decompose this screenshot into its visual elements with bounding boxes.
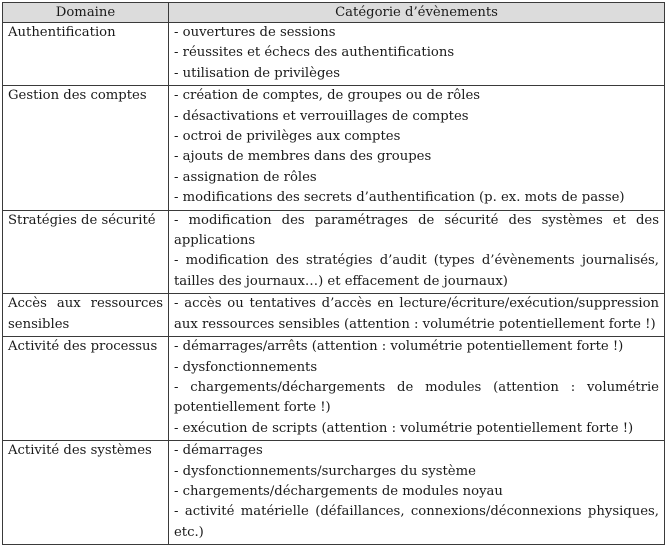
row-domain: Authentification xyxy=(3,23,169,86)
row-domain: Accès aux ressources sensibles xyxy=(3,294,169,337)
table-row xyxy=(3,23,665,86)
table-row xyxy=(3,210,665,294)
category-item: - dysfonctionnements xyxy=(174,359,318,375)
row-categories xyxy=(169,441,665,545)
category-item: - désactivations et verrouillages de comptes xyxy=(174,108,469,124)
table-row xyxy=(3,294,665,337)
table-row xyxy=(3,337,665,441)
category-item: - chargements/déchargements de modules (attention : volumétrie potentiellement forte !) xyxy=(174,379,659,416)
header-row xyxy=(3,3,665,23)
row-domain: Activité des processus xyxy=(3,337,169,441)
row-domain: Gestion des comptes xyxy=(3,86,169,210)
header-domain: Domaine xyxy=(3,3,169,23)
category-item: - réussites et échecs des authentifications xyxy=(174,45,455,61)
row-domain: Activité des systèmes xyxy=(3,441,169,545)
category-item: - dysfonctionnements/surcharges du système xyxy=(174,463,476,479)
event-categories-table xyxy=(2,2,665,545)
category-item: - accès ou tentatives d’accès en lecture/écriture/exécution/suppression aux ressources sensibles (attention : volumétrie potentiellement forte !) xyxy=(174,296,659,332)
table-row xyxy=(3,441,665,545)
category-item: - utilisation de privilèges xyxy=(174,65,340,81)
category-item: - démarrages xyxy=(174,443,263,459)
category-item: - activité matérielle (défaillances, connexions/déconnexions physiques, etc.) xyxy=(174,504,659,540)
category-item: - chargements/déchargements de modules noyau xyxy=(174,483,503,499)
category-item: - ajouts de membres dans des groupes xyxy=(174,149,432,165)
category-item: - octroi de privilèges aux comptes xyxy=(174,129,401,145)
row-categories xyxy=(169,86,665,210)
category-item: - création de comptes, de groupes ou de rôles xyxy=(174,88,481,104)
row-categories xyxy=(169,210,665,294)
header-category: Catégorie d’évènements xyxy=(169,3,665,23)
row-categories xyxy=(169,337,665,441)
category-item: - démarrages/arrêts (attention : volumétrie potentiellement forte !) xyxy=(174,339,624,355)
category-item: - assignation de rôles xyxy=(174,169,317,185)
category-item: - modification des stratégies d’audit (types d’évènements journalisés, tailles des journaux…) et effacement de journaux) xyxy=(174,253,659,289)
category-item: - modifications des secrets d’authentification (p. ex. mots de passe) xyxy=(174,190,625,206)
table-row xyxy=(3,86,665,210)
category-item: - modification des paramétrages de sécurité des systèmes et des applications xyxy=(174,212,659,249)
row-domain: Stratégies de sécurité xyxy=(3,210,169,294)
row-categories xyxy=(169,23,665,86)
category-item: - ouvertures de sessions xyxy=(174,25,336,40)
category-item: - exécution de scripts (attention : volumétrie potentiellement forte !) xyxy=(174,420,634,436)
row-categories xyxy=(169,294,665,337)
